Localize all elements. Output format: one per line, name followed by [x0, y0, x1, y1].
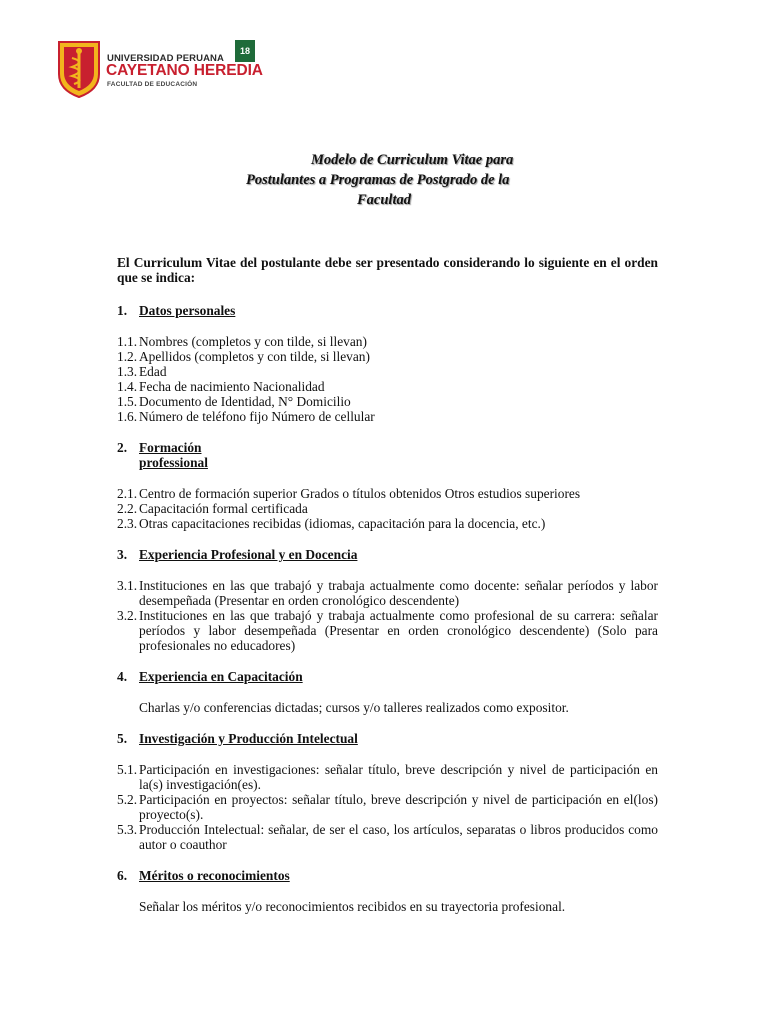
section-number: 4. — [117, 669, 128, 684]
list-item: 2.2. Capacitación formal certificada — [117, 501, 308, 516]
section-number: 3. — [117, 547, 128, 562]
list-item: 1.1. Nombres (completos y con tilde, si llevan) — [117, 334, 367, 349]
anniversary-badge: 18 — [235, 40, 255, 62]
list-item: 1.2. Apellidos (completos y con tilde, si llevan) — [117, 349, 370, 364]
section-number: 6. — [117, 868, 128, 883]
section-heading-2 — [117, 440, 658, 470]
section-title-line-2: professional — [139, 455, 208, 470]
faculty-name: FACULTAD DE EDUCACIÓN — [107, 81, 198, 88]
section-number: 2. — [117, 440, 128, 455]
section-number: 1. — [117, 303, 128, 318]
section-1-list — [117, 334, 658, 424]
section-title: Datos personales — [139, 303, 236, 318]
section-heading-1 — [117, 303, 658, 318]
list-item: 2.3. Otras capacitaciones recibidas (idiomas, capacitación para la docencia, etc.) — [117, 516, 546, 531]
list-item: 5.2. Participación en proyectos: señalar título, breve descripción y nivel de participación en el(los) proyecto(s). — [117, 792, 658, 822]
intro-paragraph: El Curriculum Vitae del postulante debe ser presentado considerando lo siguiente en el orden que se indica: — [117, 255, 658, 285]
list-item: 5.3. Producción Intelectual: señalar, de ser el caso, los artículos, separatas o libros producidos como autor o coauthor — [117, 822, 658, 852]
section-heading-4 — [117, 669, 658, 684]
section-5-list — [117, 762, 658, 852]
section-title: Experiencia Profesional y en Docencia — [139, 547, 358, 562]
list-item: 1.3. Edad — [117, 364, 167, 379]
section-title: Méritos o reconocimientos — [139, 868, 290, 883]
section-title: Investigación y Producción Intelectual — [139, 731, 358, 746]
list-item: 1.5. Documento de Identidad, N° Domicilio — [117, 394, 351, 409]
list-item: 1.4. Fecha de nacimiento Nacionalidad — [117, 379, 325, 394]
list-item: 1.6. Número de teléfono fijo Número de cellular — [117, 409, 375, 424]
section-title-line-1: Formación — [139, 440, 202, 455]
title-line-1: Modelo de Curriculum Vitae para — [311, 152, 514, 168]
list-item: 5.1. Participación en investigaciones: señalar título, breve descripción y nivel de participación en la(s) investigación(es). — [117, 762, 658, 792]
section-2-list — [117, 486, 658, 531]
section-title: Experiencia en Capacitación — [139, 669, 303, 684]
list-item: 3.2. Instituciones en las que trabajó y trabaja actualmente como profesional de su carrera: señalar períodos y labor desempeñada (Presentar en orden cronológico descendente) (Solo para profesionales no educadores) — [117, 608, 658, 653]
university-name-line2: CAYETANO HEREDIA — [106, 62, 263, 79]
university-logo — [57, 40, 277, 100]
section-heading-5 — [117, 731, 658, 746]
title-line-2: Postulantes a Programas de Postgrado de la — [246, 172, 510, 188]
section-number: 5. — [117, 731, 128, 746]
university-name-line1: UNIVERSIDAD PERUANA — [107, 53, 224, 64]
section-6-text: Señalar los méritos y/o reconocimientos recibidos en su trayectoria profesional. — [139, 899, 566, 914]
section-heading-3 — [117, 547, 658, 562]
list-item: 3.1. Instituciones en las que trabajó y trabaja actualmente como docente: señalar períodos y labor desempeñada (Presentar en orden cronológico descendente) — [117, 578, 658, 608]
university-shield-icon — [57, 40, 101, 98]
document-body — [117, 255, 658, 914]
section-heading-6 — [117, 868, 658, 883]
section-4-text: Charlas y/o conferencias dictadas; cursos y/o talleres realizados como expositor. — [139, 700, 569, 715]
list-item: 2.1. Centro de formación superior Grados o títulos obtenidos Otros estudios superiores — [117, 486, 581, 501]
section-3-list — [117, 578, 658, 653]
title-line-3: Facultad — [357, 192, 411, 208]
